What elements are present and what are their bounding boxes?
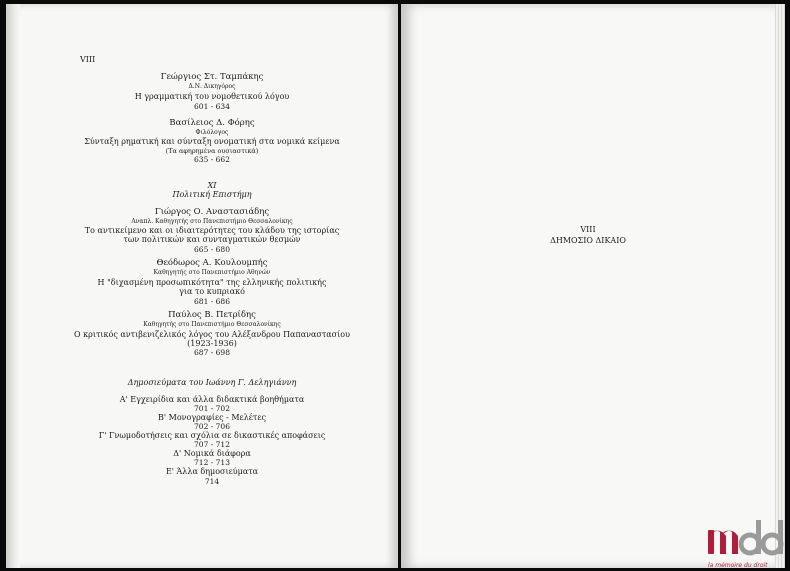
author-name: Θεόδωρος Α. Κουλουμπής [156,258,268,268]
author-role: Δ.Ν. Δικηγόρος [188,83,236,90]
page-range: 665 - 680 [194,245,230,254]
section-numeral: XI [207,181,217,190]
author-name: Βασίλειος Δ. Φόρης [169,118,255,128]
page-range: 702 - 706 [194,422,230,431]
logo-m [708,530,738,554]
author-name: Γεώργιος Στ. Ταμπάκης [160,72,264,82]
page-range: 712 - 713 [194,458,230,467]
page-range: 714 [204,477,220,486]
author-role: Φιλόλογος [195,129,229,136]
article-subtitle: (Τα αφηρημένα ουσιαστικά) [165,147,259,155]
logo-dd [741,520,783,554]
article-title-line2: (1923-1936) [187,339,237,348]
article-title-line2: για το κυπριακό [179,287,245,296]
author-name: Γιώργος Ο. Αναστασιάδης [154,207,270,217]
page-range: 635 - 662 [194,155,230,164]
page-edge [775,4,785,568]
author-name: Παύλος Β. Πετρίδης [168,310,256,320]
article-title: Το αντικείμενο και οι ιδιαιτερότητες του κλάδου της ιστορίας [84,226,340,235]
publication-category: Α' Εγχειρίδια και άλλα διδακτικά βοηθήματα [119,395,305,404]
publication-category: Δ' Νομικά διάφορα [173,449,251,458]
article-title: Η "διχασμένη προσωπικότητα" της ελληνικής πολιτικής [97,278,327,287]
article-title: Σύνταξη ρηματική και σύνταξη ονοματική στα νομικά κείμενα [84,137,340,146]
publication-category: Ε' Άλλα δημοσιεύματα [165,467,259,476]
section-title: Πολιτική Επιστήμη [172,190,252,199]
page-range: 601 - 634 [194,102,230,111]
article-title: Η γραμματική του νομοθετικού λόγου [134,92,290,101]
page-number: VIII [80,55,96,64]
part-title: ΔΗΜΟΣΙΟ ΔΙΚΑΙΟ [550,236,626,245]
page-range: 681 - 686 [194,297,230,306]
page-range: 701 - 702 [194,404,230,413]
article-title-line2: των πολιτικών και συνταγματικών θεσμών [123,235,301,244]
publication-category: Γ' Γνωμοδοτήσεις και σχόλια σε δικαστικές αποφάσεις [98,431,326,440]
part-numeral: VIII [580,225,596,234]
publication-category: Β' Μονογραφίες - Μελέτες [158,413,266,422]
author-role: Αναπλ. Καθηγητής στο Πανεπιστήμιο Θεσσαλονίκης [131,218,293,225]
author-role: Καθηγητής στο Πανεπιστήμιο Αθηνών [153,269,271,276]
page-range: 707 - 712 [194,440,230,449]
right-page [401,4,775,568]
article-title: Ο κριτικός αντιβενιζελικός λόγος του Αλέξανδρου Παπαναστασίου [74,330,350,339]
author-role: Καθηγητής στο Πανεπιστήμιο Θεσσαλονίκης [143,321,281,328]
publications-heading: Δημοσιεύματα του Ιωάννη Γ. Δεληγιάννη [127,378,297,387]
logo-tagline: la mémoire du droit [708,562,768,569]
page-range: 687 - 698 [194,348,230,357]
